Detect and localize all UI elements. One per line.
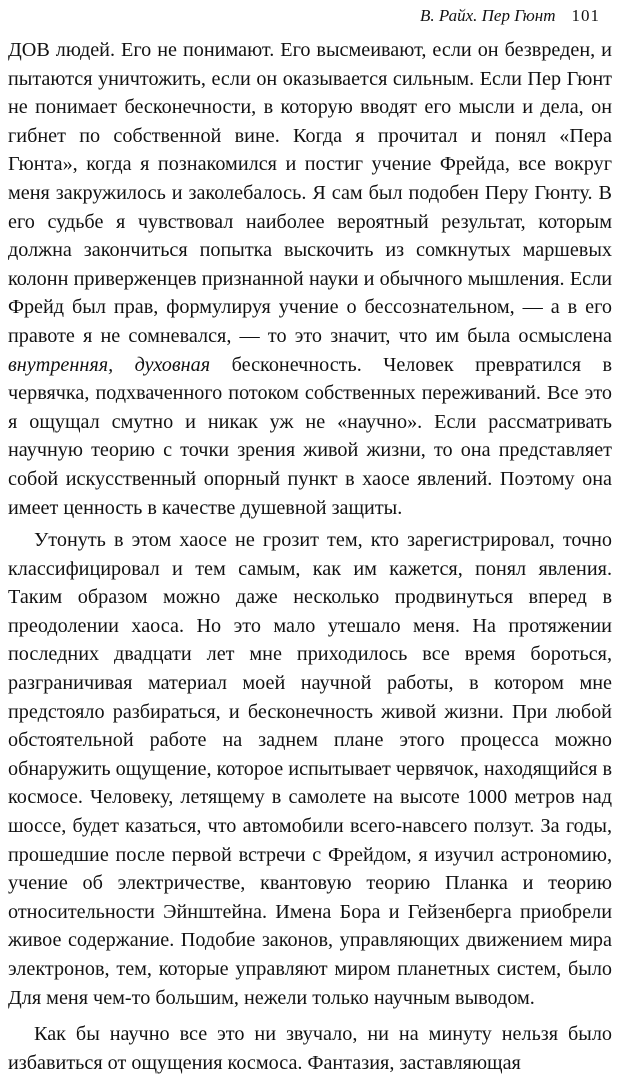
paragraph-3: Как бы научно все это ни звучало, ни на минуту нельзя было избавиться от ощущения космоса. Фантазия, заставляющая <box>8 1023 612 1074</box>
paragraph-1-start: ДОВ людей. Его не понимают. Его высмеивают, если он безвреден, и пытаются уничтожить, если он оказывается сильным. Если Пер Гюнт не понимает бесконечности, в которую вводят его мысли и дела, он гибнет по собственной вине. Когда я прочитал и понял «Пера Гюнта», когда я познакомился и постиг учение Фрейда, все вокруг меня закружилось и заколебалось. Я сам был подобен Перу Гюнту. В его судьбе я чувствовал наиболее вероятный результат, которым должна закончиться попытка выскочить из сомкнутых маршевых колонн приверженцев признанной науки и обычного мышления. Если Фрейд был прав, формулируя учение о бессознательном, — а в его правоте я не сомневался, — то это значит, что им была осмыслена <box>8 39 612 347</box>
paragraph-1 <box>8 36 612 522</box>
running-title: В. Райх. Пер Гюнт <box>419 6 556 25</box>
paragraph-1-emphasis: внутренняя, духовная <box>8 353 211 376</box>
paragraph-1-end: бесконечность. Человек превратился в червячка, подхваченного потоком собственных переживаний. Все это я ощущал смутно и никак уж не «научно». Если рассматривать научную теорию с точки зрения живой жизни, то она представляет собой искусственный опорный пункт в хаосе явлений. Поэтому она имеет ценность в качестве душевной защиты. <box>8 353 612 519</box>
running-header <box>420 4 600 28</box>
body-text <box>8 36 612 1077</box>
page-number: 101 <box>571 6 600 25</box>
paragraph-2: Утонуть в этом хаосе не грозит тем, кто зарегистрировал, точно классифицировал и тем самым, как им кажется, понял явления. Таким образом можно даже несколько продвинуться вперед в преодолении хаоса. Но это мало утешало меня. На протяжении последних двадцати лет мне приходилось все время бороться, разграничивая материал моей научной работы, в котором мне предстояло разбираться, и бесконечность живой жизни. При любой обстоятельной работе на заднем плане этого процесса можно обнаружить ощущение, которое испытывает червячок, находящийся в космосе. Человеку, летящему в самолете на высоте 1000 метров над шоссе, будет казаться, что автомобили всего-навсего ползут. За годы, прошедшие после первой встречи с Фрейдом, я изучил астрономию, учение об электричестве, квантовую теорию Планка и теорию относительности Эйнштейна. Имена Бора и Гейзенберга приобрели живое содержание. Подобие законов, управляющих движением мира электронов, тем, которые управляют миром планетных систем, было Для меня чем-то большим, нежели только научным выводом. <box>8 529 612 1009</box>
